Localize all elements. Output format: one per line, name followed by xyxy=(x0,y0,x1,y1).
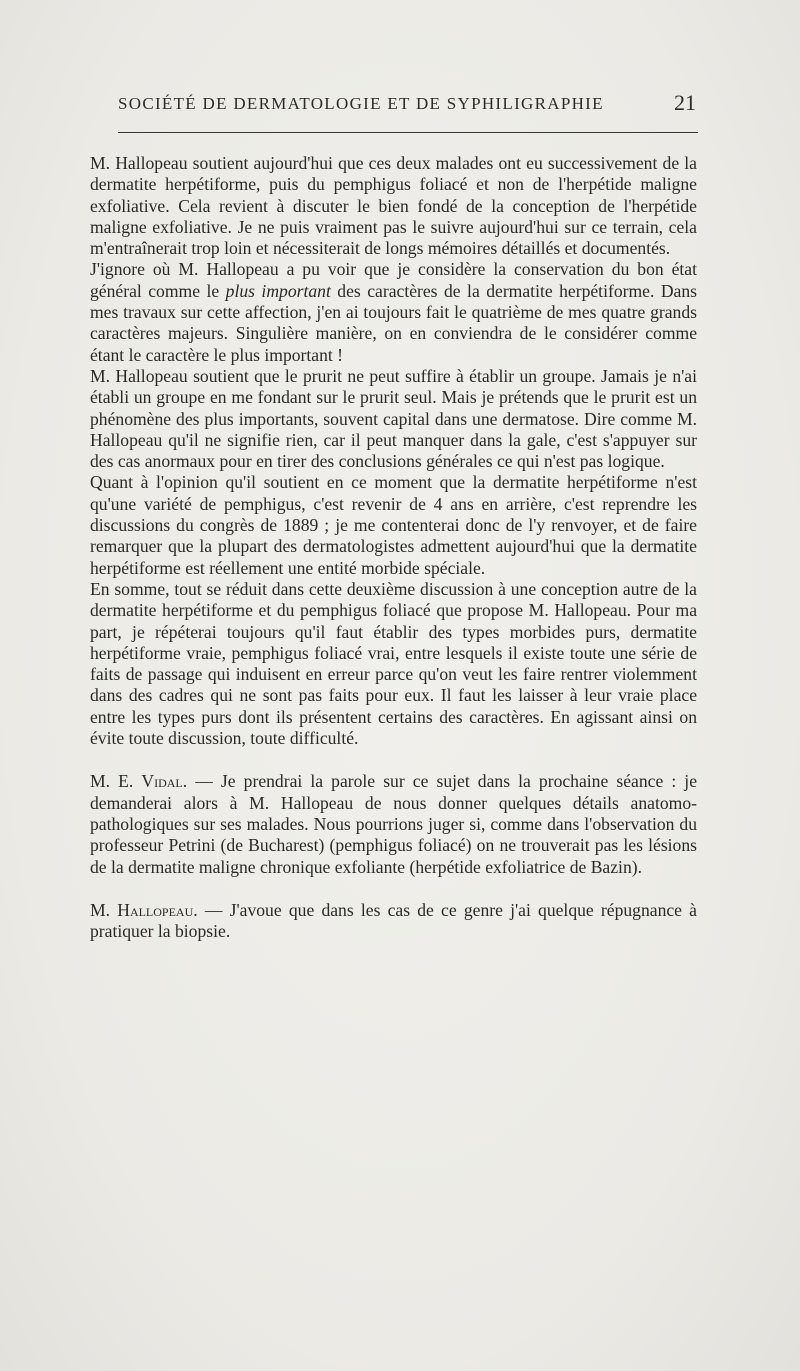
paragraph-4: Quant à l'opinion qu'il soutient en ce moment que la dermatite herpétiforme n'est qu'une variété de pemphigus, c'est revenir de 4 ans en arrière, c'est reprendre les discussions du congrès de 1889 ; je me contenterai donc de l'y renvoyer, et de faire remarquer que la plupart des dermatologistes admettent aujourd'hui que la dermatite herpétiforme est réellement une entité morbide spéciale. xyxy=(90,472,697,578)
speaker-prefix-hallopeau: M. xyxy=(90,899,118,920)
speaker-name-vidal: Vidal xyxy=(141,771,183,792)
paragraph-2-emphasis: plus important xyxy=(225,280,331,301)
paragraph-2-start: J'ignore où M. Hallopeau a pu voir que je considère la conservation du bon état général comme le xyxy=(90,259,697,301)
page-number: 21 xyxy=(674,90,696,115)
header-title: SOCIÉTÉ DE DERMATOLOGIE ET DE SYPHILIGRAPHIE xyxy=(118,94,604,113)
paragraph-6 xyxy=(90,771,697,877)
paragraph-2-end: des caractères de la dermatite herpétiforme. Dans mes travaux sur cette affection, j'en ai toujours fait le quatrième de mes quatre grands caractères majeurs. Singulière manière, on en conviendra de le considérer comme étant le caractère le plus important ! xyxy=(90,280,697,365)
paragraph-7 xyxy=(90,900,697,943)
speaker-name-hallopeau: Hallopeau xyxy=(117,899,194,920)
paragraph-6-text: . — Je prendrai la parole sur ce sujet dans la prochaine séance : je demanderai alors à M. Hallopeau de nous donner quelques détails anatomo-pathologiques sur ses malades. Nous pourrions juger si, comme dans l'observation du professeur Petrini (de Bucharest) (pemphigus foliacé) on ne trouverait pas les lésions de la dermatite maligne chronique exfoliante (herpétide exfoliatrice de Bazin). xyxy=(90,771,698,877)
speaker-prefix-vidal: M. E. xyxy=(90,771,142,792)
header-rule xyxy=(118,132,698,133)
paragraph-1: M. Hallopeau soutient aujourd'hui que ces deux malades ont eu successivement de la dermatite herpétiforme, puis du pemphigus foliacé et non de l'herpétide maligne exfoliative. Cela revient à discuter le bien fondé de la conception de l'herpétide maligne exfoliative. Je ne puis vraiment pas le suivre aujourd'hui sur ce terrain, cela m'entraînerait trop loin et nécessiterait de longs mémoires détaillés et documentés. xyxy=(90,153,697,259)
paragraph-2 xyxy=(90,259,697,365)
paragraph-3: M. Hallopeau soutient que le prurit ne peut suffire à établir un groupe. Jamais je n'ai établi un groupe en me fondant sur le prurit seul. Mais je prétends que le prurit est un phénomène des plus importants, souvent capital dans une dermatose. Dire comme M. Hallopeau qu'il ne signifie rien, car il peut manquer dans la gale, c'est s'appuyer sur des cas anormaux pour en tirer des conclusions générales ce qui n'est pas logique. xyxy=(90,365,697,472)
paragraph-5: En somme, tout se réduit dans cette deuxième discussion à une conception autre de la dermatite herpétiforme et du pemphigus foliacé que propose M. Hallopeau. Pour ma part, je répéterai toujours qu'il faut établir des types morbides purs, dermatite herpétiforme vraie, pemphigus foliacé vrai, entre lesquels il existe toute une série de faits de passage qui induisent en erreur parce qu'on veut les faire rentrer violemment dans des cadres qui ne sont pas faits pour eux. Il faut les laisser à leur vraie place entre les types purs dont ils présentent certains des caractères. En agissant ainsi on évite toute discussion, toute difficulté. xyxy=(90,578,697,749)
running-header xyxy=(118,90,698,124)
body-text xyxy=(90,153,697,942)
paragraph-7-text: . — J'avoue que dans les cas de ce genre j'ai quelque répugnance à pratiquer la biopsie. xyxy=(90,899,697,942)
